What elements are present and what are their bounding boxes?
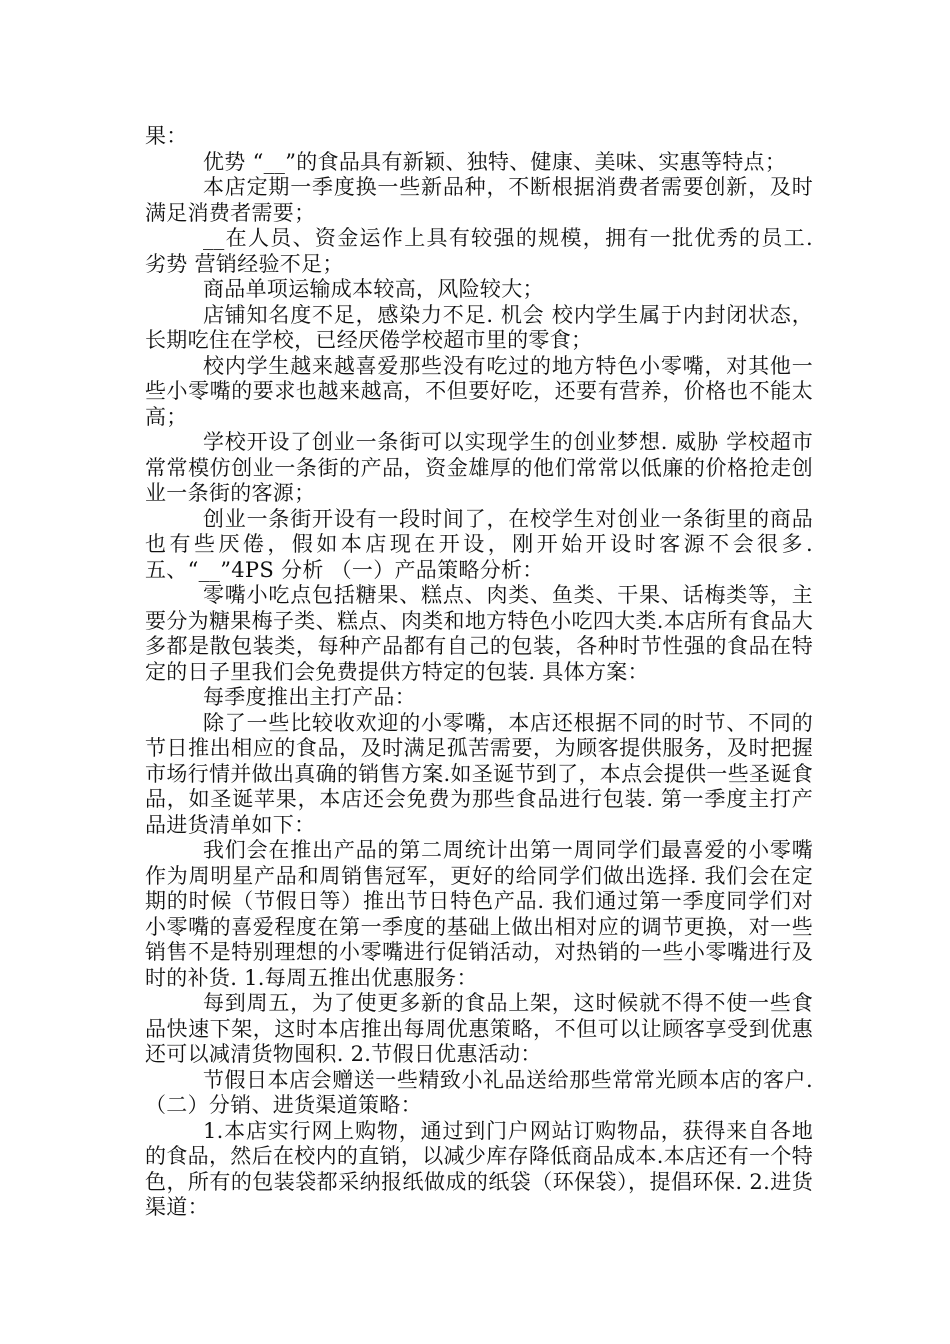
paragraph-1: 果： — [145, 124, 188, 148]
paragraph-14: 每到周五，为了使更多新的食品上架，这时候就不得不使一些食品快速下架，这时本店推出每周优惠策略，不但可以让顾客享受到优惠还可以减清货物囤积. 2.节假日优惠活动： — [145, 991, 813, 1066]
paragraph-8: 学校开设了创业一条街可以实现学生的创业梦想. 威胁 学校超市常常模仿创业一条街的产品，资金雄厚的他们常常以低廉的价格抢走创业一条街的客源； — [145, 430, 813, 505]
paragraph-13: 我们会在推出产品的第二周统计出第一周同学们最喜爱的小零嘴作为周明星产品和周销售冠军，更好的给同学们做出选择. 我们会在定期的时候（节假日等）推出节日特色产品. 我们通过第一季度同学们对小零嘴的喜爱程度在第一季度的基础上做出相对应的调节更换，对一些销售不是特别理想的小零嘴进行促销活动，对热销的一些小零嘴进行及时的补货. 1.每周五推出优惠服务： — [145, 838, 813, 990]
paragraph-6: 店铺知名度不足，感染力不足. 机会 校内学生属于内封闭状态，长期吃住在学校，已经厌倦学校超市里的零食； — [145, 302, 813, 352]
paragraph-7: 校内学生越来越喜爱那些没有吃过的地方特色小零嘴，对其他一些小零嘴的要求也越来越高，不但要好吃，还要有营养，价格也不能太高； — [145, 353, 813, 429]
paragraph-10: 零嘴小吃点包括糖果、糕点、肉类、鱼类、干果、话梅类等，主要分为糖果梅子类、糕点、肉类和地方特色小吃四大类.本店所有食品大多都是散包装类，每种产品都有自己的包装，各种时节性强的食品在特定的日子里我们会免费提供方特定的包装. 具体方案： — [145, 583, 813, 684]
paragraph-11: 每季度推出主打产品： — [203, 685, 416, 709]
paragraph-15: 节假日本店会赠送一些精致小礼品送给那些常常光顾本店的客户. （二）分销、进货渠道策略： — [145, 1067, 813, 1117]
document-body — [145, 124, 813, 1221]
paragraph-2: 优势 “__”的食品具有新颖、独特、健康、美味、实惠等特点； — [203, 149, 787, 174]
paragraph-12: 除了一些比较收欢迎的小零嘴，本店还根据不同的时节、不同的节日推出相应的食品，及时满足孤苦需要，为顾客提供服务，及时把握市场行情并做出真确的销售方案.如圣诞节到了，本点会提供一些圣诞食品，如圣诞苹果，本店还会免费为那些食品进行包装. 第一季度主打产品进货清单如下： — [145, 710, 813, 837]
paragraph-16: 1.本店实行网上购物，通过到门户网站订购物品，获得来自各地的食品，然后在校内的直销，以减少库存降低商品成本.本店还有一个特色，所有的包装袋都采纳报纸做成的纸袋（环保袋），提倡环保. 2.进货渠道： — [145, 1118, 813, 1219]
paragraph-4: __在人员、资金运作上具有较强的规模，拥有一批优秀的员工. 劣势 营销经验不足； — [145, 226, 813, 276]
paragraph-5: 商品单项运输成本较高，风险较大； — [203, 277, 544, 301]
paragraph-3: 本店定期一季度换一些新品种，不断根据消费者需要创新，及时满足消费者需要； — [145, 175, 813, 225]
paragraph-9: 创业一条街开设有一段时间了，在校学生对创业一条街里的商品也有些厌倦，假如本店现在开设，刚开始开设时客源不会很多. 五、“__”4PS 分析 （一）产品策略分析： — [145, 506, 813, 582]
